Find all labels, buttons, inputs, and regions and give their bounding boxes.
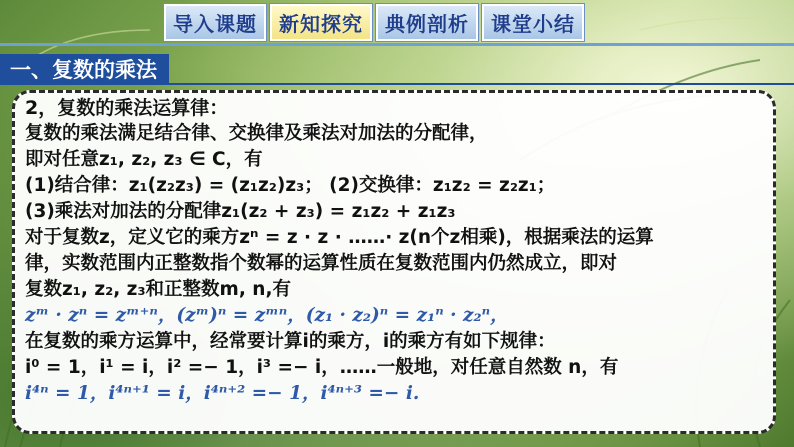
top-divider xyxy=(0,43,794,46)
content-line: 对于复数z，定义它的乘方zⁿ = z · z · ……· z(n个z相乘)，根据乘法的运算 xyxy=(25,227,654,248)
content-line: 复数z₁, z₂, z₃和正整数m, n,有 xyxy=(25,279,291,300)
content-line: i⁰ = 1，i¹ = i，i² =− 1，i³ =− i，……一般地，对任意自然数 n，有 xyxy=(25,357,619,378)
tab-summary[interactable]: 课堂小结 xyxy=(482,4,584,41)
section-title: 一、复数的乘法 xyxy=(0,54,169,84)
content-line: 在复数的乘方运算中，经常要计算i的乘方，i的乘方有如下规律： xyxy=(25,331,556,352)
rule-heading: 2，复数的乘法运算律： xyxy=(25,97,229,119)
content-line: (3)乘法对加法的分配律z₁(z₂ + z₃) = z₁z₂ + z₁z₃ xyxy=(25,201,456,222)
content-card xyxy=(12,90,776,434)
content-line: 律，实数范围内正整数指个数幂的运算性质在复数范围内仍然成立，即对 xyxy=(25,253,618,274)
nav-tabs xyxy=(164,4,584,41)
tab-new-knowledge[interactable]: 新知探究 xyxy=(270,4,372,41)
content-line: 复数的乘法满足结合律、交换律及乘法对加法的分配律， xyxy=(25,123,488,144)
section-divider xyxy=(0,83,794,85)
content-line: 即对任意z₁, z₂, z₃ ∈ C，有 xyxy=(25,149,263,170)
tab-intro[interactable]: 导入课题 xyxy=(164,4,266,41)
tab-examples[interactable]: 典例剖析 xyxy=(376,4,478,41)
content-line: (1)结合律：z₁(z₂z₃) = (z₁z₂)z₃； (2)交换律：z₁z₂ = z₂z₁； xyxy=(25,175,556,196)
i-power-cycle-formula: i⁴ⁿ = 1，i⁴ⁿ⁺¹ = i，i⁴ⁿ⁺² =− 1，i⁴ⁿ⁺³ =− i. xyxy=(25,383,420,404)
power-rules-formula: zᵐ · zⁿ = zᵐ⁺ⁿ，(zᵐ)ⁿ = zᵐⁿ，(z₁ · z₂)ⁿ = z₁ⁿ · z₂ⁿ， xyxy=(25,305,509,326)
